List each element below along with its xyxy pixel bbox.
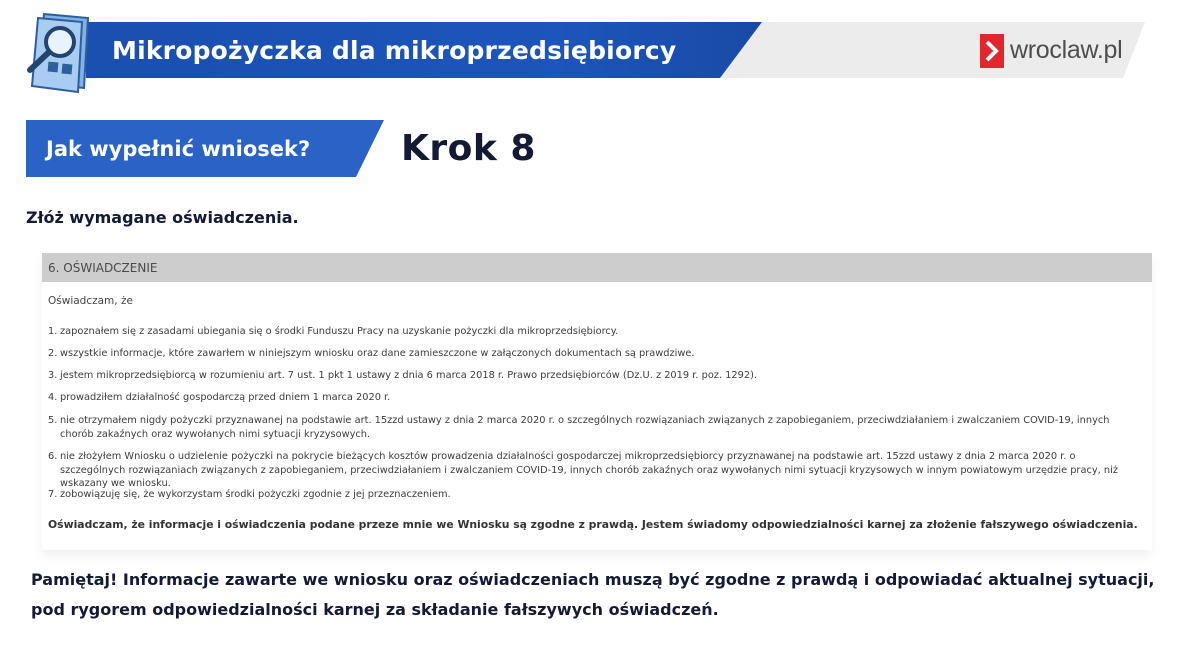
- section-tag-label: Jak wypełnić wniosek?: [46, 137, 311, 161]
- statement-item: [48, 488, 1138, 502]
- statement-number: 5.: [48, 415, 58, 426]
- site-logo-text[interactable]: wroclaw.pl: [1010, 36, 1123, 64]
- statement-item: [48, 391, 1138, 405]
- statement-item: [48, 369, 1138, 383]
- page-title: Mikropożyczka dla mikroprzedsiębiorcy: [112, 36, 677, 65]
- statement-number: 3.: [48, 370, 58, 381]
- statement-number: 2.: [48, 348, 58, 359]
- statement-number: 7.: [48, 489, 58, 500]
- statement-item: [48, 347, 1138, 361]
- statement-item: [48, 450, 1138, 491]
- document-magnifier-icon: [24, 10, 96, 98]
- form-panel-header: [42, 253, 1152, 282]
- declaration-text: Oświadczam, że informacje i oświadczenia podane przeze mnie we Wniosku są zgodne z prawdą. Jestem świadomy odpowiedzialności karnej za złożenie fałszywego oświadczenia.: [48, 518, 1138, 531]
- statement-text: wszystkie informacje, które zawarłem w niniejszym wniosku oraz dane zamieszczone w załączonych dokumentach są prawdziwe.: [60, 348, 695, 359]
- statement-text: jestem mikroprzedsiębiorcą w rozumieniu art. 7 ust. 1 pkt 1 ustawy z dnia 6 marca 2018 r. Prawo przedsiębiorców (Dz.U. z 2019 r. poz. 1292).: [60, 370, 758, 381]
- statement-item: [48, 414, 1138, 441]
- statement-number: 4.: [48, 392, 58, 403]
- statement-text: zapoznałem się z zasadami ubiegania się o środki Funduszu Pracy na uzyskanie pożyczki dla mikroprzedsiębiorcy.: [60, 326, 619, 337]
- statement-text: nie złożyłem Wniosku o udzielenie pożyczki na pokrycie bieżących kosztów prowadzenia działalności gospodarczej mikroprzedsiębiorcy przyznawanej na podstawie art. 15zzd ustawy z dnia 2 marca 2020 r. o szczególnych rozwiązaniach związanych z zapobieganiem, przeciwdziałaniem i zwalczaniem COVID-19, innych chorób zakaźnych oraz wywołanych nimi sytuacji kryzysowych w innym powiatowym urzędzie pracy, niż wskazany we wniosku.: [60, 451, 1118, 489]
- statement-text: prowadziłem działalność gospodarczą przed dniem 1 marca 2020 r.: [60, 392, 391, 403]
- statement-text: zobowiązuję się, że wykorzystam środki pożyczki zgodnie z jej przeznaczeniem.: [60, 489, 451, 500]
- statement-text: nie otrzymałem nigdy pożyczki przyznawanej na podstawie art. 15zzd ustawy z dnia 2 marca 2020 r. o szczególnych rozwiązaniach związanych z zapobieganiem, przeciwdziałaniem i zwalczaniem COVID-19, innych chorób zakaźnych oraz wywołanych nimi sytuacji kryzysowych.: [60, 415, 1110, 440]
- step-title: Krok 8: [401, 128, 536, 169]
- form-section-title: 6. OŚWIADCZENIE: [48, 261, 158, 275]
- logo-arrow-icon: [980, 34, 1004, 68]
- statement-item: [48, 325, 1138, 339]
- reminder-note: Pamiętaj! Informacje zawarte we wniosku oraz oświadczeniach muszą być zgodne z prawdą i odpowiadać aktualnej sytuacji, pod rygorem odpowiedzialności karnej za składanie fałszywych oświadczeń.: [31, 570, 1155, 619]
- step-instruction: Złóż wymagane oświadczenia.: [26, 208, 299, 227]
- statement-number: 1.: [48, 326, 58, 337]
- form-intro: Oświadczam, że: [48, 295, 133, 307]
- statement-number: 6.: [48, 451, 58, 462]
